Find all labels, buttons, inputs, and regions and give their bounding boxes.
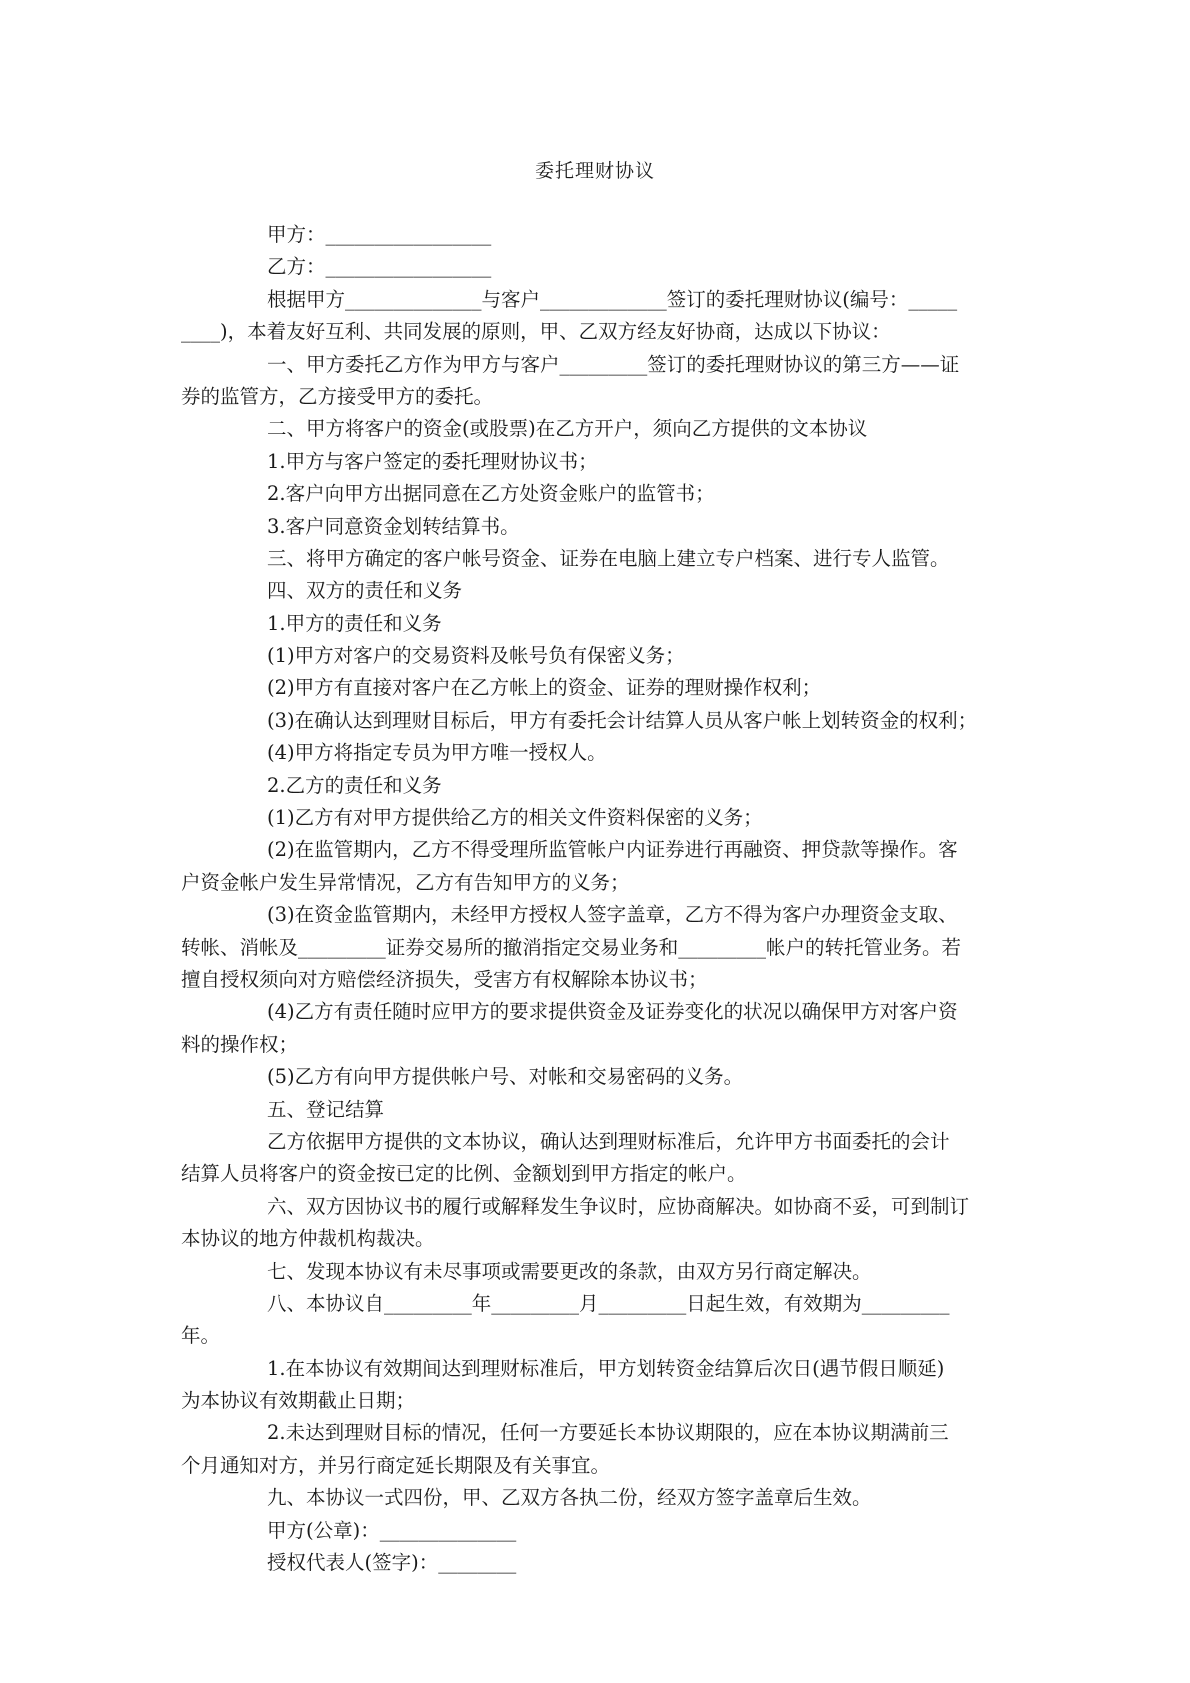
document-line: 乙方：_________________ [267, 255, 492, 279]
document-line: 为本协议有效期截止日期； [181, 1389, 416, 1413]
document-line: 1.甲方与客户签定的委托理财协议书； [267, 449, 598, 473]
document-line: 券的监管方，乙方接受甲方的委托。 [181, 384, 494, 408]
document-line: 九、本协议一式四份，甲、乙双方各执二份，经双方签字盖章后生效。 [267, 1486, 872, 1510]
document-line: (4)乙方有责任随时应甲方的要求提供资金及证券变化的状况以确保甲方对客户资 [267, 1000, 958, 1024]
document-line: (1)乙方有对甲方提供给乙方的相关文件资料保密的义务； [267, 806, 763, 830]
document-line: 1.甲方的责任和义务 [267, 611, 442, 635]
document-line: 结算人员将客户的资金按已定的比例、金额划到甲方指定的帐户。 [181, 1162, 747, 1186]
document-line: 本协议的地方仲裁机构裁决。 [181, 1227, 435, 1251]
document-line: (3)在确认达到理财目标后，甲方有委托会计结算人员从客户帐上划转资金的权利； [267, 708, 978, 732]
document-line: 授权代表人(签字)：________ [267, 1551, 517, 1575]
document-line: (2)甲方有直接对客户在乙方帐上的资金、证券的理财操作权利； [267, 676, 822, 700]
document-body [181, 219, 1015, 1579]
document-line: 户资金帐户发生异常情况，乙方有告知甲方的义务； [181, 870, 630, 894]
document-line: 擅自授权须向对方赔偿经济损失，受害方有权解除本协议书； [181, 967, 708, 991]
document-line: 一、甲方委托乙方作为甲方与客户_________签订的委托理财协议的第三方——证 [267, 352, 960, 376]
document-line: (2)在监管期内，乙方不得受理所监管帐户内证券进行再融资、押贷款等操作。客 [267, 838, 958, 862]
document-line: 甲方(公章)：______________ [267, 1518, 517, 1542]
document-line: 八、本协议自_________年_________月_________日起生效，有效期为_________ [267, 1291, 950, 1315]
document-line: 乙方依据甲方提供的文本协议，确认达到理财标准后，允许甲方书面委托的会计 [267, 1129, 950, 1153]
document-title: 委托理财协议 [534, 160, 655, 182]
document-line: 七、发现本协议有未尽事项或需要更改的条款，由双方另行商定解决。 [267, 1259, 872, 1283]
document-line: 3.客户同意资金划转结算书。 [267, 514, 520, 538]
document-line: 料的操作权； [181, 1032, 299, 1056]
document-line: 转帐、消帐及_________证券交易所的撤消指定交易业务和_________帐户的转托管业务。若 [181, 935, 962, 959]
document-line: ____)，本着友好互利、共同发展的原则，甲、乙双方经友好协商，达成以下协议： [181, 320, 891, 344]
document-line: 三、将甲方确定的客户帐号资金、证券在电脑上建立专户档案、进行专人监管。 [267, 546, 950, 570]
document-line: 个月通知对方，并另行商定延长期限及有关事宜。 [181, 1453, 611, 1477]
document-line: 2.客户向甲方出据同意在乙方处资金账户的监管书； [267, 482, 715, 506]
document-line: (1)甲方对客户的交易资料及帐号负有保密义务； [267, 644, 685, 668]
document-line: (3)在资金监管期内，未经甲方授权人签字盖章，乙方不得为客户办理资金支取、 [267, 903, 958, 927]
document-line: 根据甲方______________与客户_____________签订的委托理财协议(编号：_____ [267, 287, 958, 311]
document-line: (4)甲方将指定专员为甲方唯一授权人。 [267, 741, 607, 765]
document-line: 四、双方的责任和义务 [267, 579, 463, 603]
document-line: (5)乙方有向甲方提供帐户号、对帐和交易密码的义务。 [267, 1065, 744, 1089]
document-line: 1.在本协议有效期间达到理财标准后，甲方划转资金结算后次日(遇节假日顺延) [267, 1356, 945, 1380]
document-line: 2.乙方的责任和义务 [267, 773, 442, 797]
document-line: 2.未达到理财目标的情况，任何一方要延长本协议期限的，应在本协议期满前三 [267, 1421, 949, 1445]
document-line: 五、登记结算 [267, 1097, 385, 1121]
document-line: 六、双方因协议书的履行或解释发生争议时，应协商解决。如协商不妥，可到制订 [267, 1194, 970, 1218]
document-line: 年。 [181, 1324, 221, 1348]
document-line: 二、甲方将客户的资金(或股票)在乙方开户，须向乙方提供的文本协议 [267, 417, 868, 441]
document-line: 甲方：_________________ [267, 223, 492, 246]
